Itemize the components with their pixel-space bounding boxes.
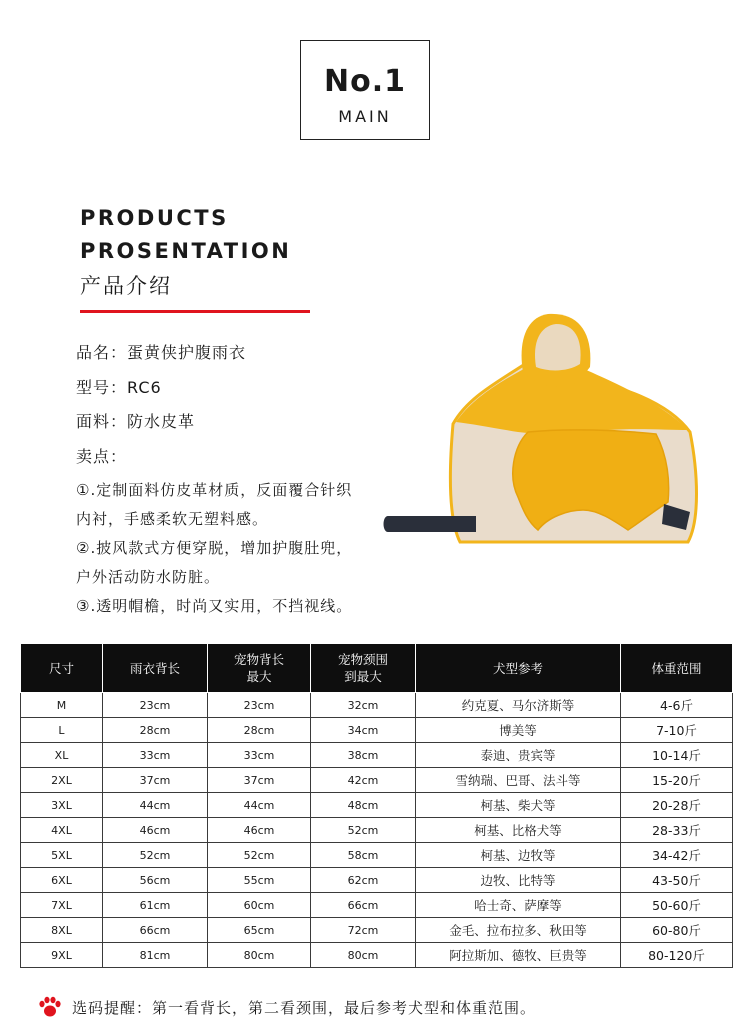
table-cell: 5XL bbox=[21, 843, 103, 868]
table-cell: 泰迪、贵宾等 bbox=[416, 743, 621, 768]
table-cell: 48cm bbox=[311, 793, 416, 818]
table-cell: 约克夏、马尔济斯等 bbox=[416, 693, 621, 718]
table-cell: 7-10斤 bbox=[621, 718, 733, 743]
table-cell: 38cm bbox=[311, 743, 416, 768]
feature-line: 户外活动防水防脏。 bbox=[76, 568, 221, 586]
size-tip bbox=[38, 996, 536, 1018]
feature-line: ③.透明帽檐，时尚又实用，不挡视线。 bbox=[76, 597, 353, 615]
table-cell: 44cm bbox=[103, 793, 208, 818]
table-cell: 43-50斤 bbox=[621, 868, 733, 893]
table-row bbox=[21, 918, 733, 943]
table-row bbox=[21, 943, 733, 968]
table-cell: 23cm bbox=[208, 693, 311, 718]
table-cell: 66cm bbox=[311, 893, 416, 918]
selling-points-label: 卖点： bbox=[76, 447, 128, 466]
section-heading bbox=[80, 202, 291, 268]
product-name: 品名：蛋黄侠护腹雨衣 bbox=[76, 343, 247, 362]
table-cell: 6XL bbox=[21, 868, 103, 893]
table-cell: 8XL bbox=[21, 918, 103, 943]
table-cell: 金毛、拉布拉多、秋田等 bbox=[416, 918, 621, 943]
table-row bbox=[21, 693, 733, 718]
table-cell: 81cm bbox=[103, 943, 208, 968]
feature-line: ①.定制面料仿皮革材质，反面覆合针织 bbox=[76, 481, 353, 499]
table-cell: 34cm bbox=[311, 718, 416, 743]
table-row bbox=[21, 868, 733, 893]
heading-chinese: 产品介绍 bbox=[80, 274, 172, 298]
size-chart-table bbox=[20, 643, 733, 968]
table-row bbox=[21, 843, 733, 868]
table-cell: 80cm bbox=[208, 943, 311, 968]
raincoat-product-image bbox=[378, 272, 728, 572]
table-cell: 9XL bbox=[21, 943, 103, 968]
table-cell: 80-120斤 bbox=[621, 943, 733, 968]
table-cell: 3XL bbox=[21, 793, 103, 818]
table-cell: 32cm bbox=[311, 693, 416, 718]
table-cell: 33cm bbox=[208, 743, 311, 768]
table-cell: 52cm bbox=[311, 818, 416, 843]
table-cell: L bbox=[21, 718, 103, 743]
table-cell: 55cm bbox=[208, 868, 311, 893]
table-cell: 37cm bbox=[208, 768, 311, 793]
table-header-row bbox=[21, 644, 733, 693]
table-cell: 80cm bbox=[311, 943, 416, 968]
table-cell: 56cm bbox=[103, 868, 208, 893]
table-cell: 4XL bbox=[21, 818, 103, 843]
feature-line: 内衬，手感柔软无塑料感。 bbox=[76, 510, 269, 528]
table-cell: 边牧、比特等 bbox=[416, 868, 621, 893]
table-row bbox=[21, 793, 733, 818]
header-size: 尺寸 bbox=[21, 644, 103, 693]
table-row bbox=[21, 893, 733, 918]
accent-divider bbox=[80, 310, 310, 313]
badge-number: No.1 bbox=[324, 64, 406, 99]
heading-line-2: PROSENTATION bbox=[80, 239, 292, 263]
table-cell: 7XL bbox=[21, 893, 103, 918]
table-cell: 65cm bbox=[208, 918, 311, 943]
header-back-length: 宠物背长 最大 bbox=[208, 644, 311, 693]
product-fabric: 面料：防水皮革 bbox=[76, 412, 196, 431]
table-cell: 博美等 bbox=[416, 718, 621, 743]
table-row bbox=[21, 768, 733, 793]
table-cell: 52cm bbox=[208, 843, 311, 868]
table-cell: 柯基、柴犬等 bbox=[416, 793, 621, 818]
table-cell: 28cm bbox=[208, 718, 311, 743]
table-cell: 10-14斤 bbox=[621, 743, 733, 768]
table-cell: 61cm bbox=[103, 893, 208, 918]
table-cell: 阿拉斯加、德牧、巨贵等 bbox=[416, 943, 621, 968]
table-cell: 58cm bbox=[311, 843, 416, 868]
heading-line-1: PRODUCTS bbox=[80, 206, 229, 230]
header-neck: 宠物颈围 到最大 bbox=[311, 644, 416, 693]
header-breed: 犬型参考 bbox=[416, 644, 621, 693]
table-cell: 20-28斤 bbox=[621, 793, 733, 818]
table-cell: 42cm bbox=[311, 768, 416, 793]
main-badge bbox=[300, 40, 430, 140]
table-cell: 28cm bbox=[103, 718, 208, 743]
table-row bbox=[21, 818, 733, 843]
table-cell: 柯基、比格犬等 bbox=[416, 818, 621, 843]
table-cell: 34-42斤 bbox=[621, 843, 733, 868]
table-cell: 44cm bbox=[208, 793, 311, 818]
feature-line: ②.披风款式方便穿脱，增加护腹肚兜， bbox=[76, 539, 353, 557]
table-cell: 66cm bbox=[103, 918, 208, 943]
table-cell: 46cm bbox=[208, 818, 311, 843]
product-model: 型号：RC6 bbox=[76, 378, 162, 397]
paw-icon bbox=[38, 996, 62, 1018]
table-cell: 62cm bbox=[311, 868, 416, 893]
table-cell: 50-60斤 bbox=[621, 893, 733, 918]
header-coat-length: 雨衣背长 bbox=[103, 644, 208, 693]
table-cell: 28-33斤 bbox=[621, 818, 733, 843]
tip-text: 选码提醒：第一看背长，第二看颈围，最后参考犬型和体重范围。 bbox=[72, 998, 537, 1017]
table-cell: 15-20斤 bbox=[621, 768, 733, 793]
table-cell: M bbox=[21, 693, 103, 718]
table-cell: 2XL bbox=[21, 768, 103, 793]
table-row bbox=[21, 743, 733, 768]
table-cell: 37cm bbox=[103, 768, 208, 793]
table-cell: 雪纳瑞、巴哥、法斗等 bbox=[416, 768, 621, 793]
table-cell: 哈士奇、萨摩等 bbox=[416, 893, 621, 918]
badge-subtitle: MAIN bbox=[338, 107, 392, 126]
table-cell: 60-80斤 bbox=[621, 918, 733, 943]
table-row bbox=[21, 718, 733, 743]
header-weight: 体重范围 bbox=[621, 644, 733, 693]
table-cell: 柯基、边牧等 bbox=[416, 843, 621, 868]
table-cell: XL bbox=[21, 743, 103, 768]
table-cell: 46cm bbox=[103, 818, 208, 843]
table-cell: 23cm bbox=[103, 693, 208, 718]
table-cell: 4-6斤 bbox=[621, 693, 733, 718]
table-cell: 72cm bbox=[311, 918, 416, 943]
table-cell: 60cm bbox=[208, 893, 311, 918]
table-cell: 33cm bbox=[103, 743, 208, 768]
table-cell: 52cm bbox=[103, 843, 208, 868]
